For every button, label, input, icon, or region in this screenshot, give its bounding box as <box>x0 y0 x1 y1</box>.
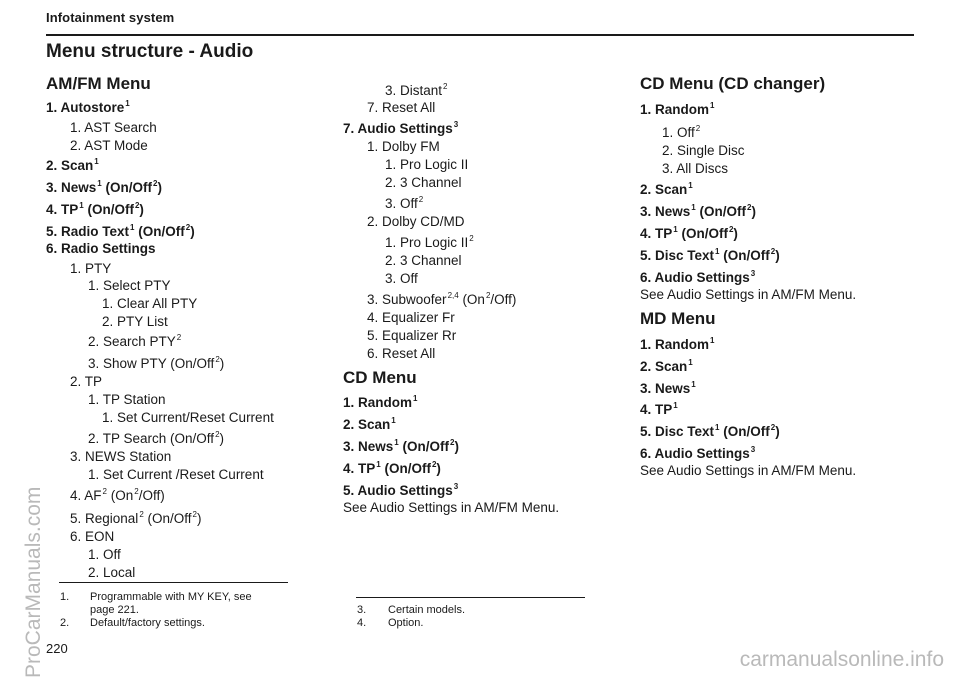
footnote-3-number: 3. <box>357 604 367 616</box>
md-news: 3. News$^1$ <box>640 380 696 396</box>
header-rule <box>46 34 914 36</box>
amfm-tp-2: 2. TP <box>70 374 103 389</box>
amfm-autostore: 1. Autostore$^1$ <box>46 99 130 115</box>
md-see-audio: See Audio Settings in AM/FM Menu. <box>640 463 857 478</box>
audio-settings-title: 7. Audio Settings$^3$ <box>343 120 459 136</box>
amfm-show-pty: 3. Show PTY (On/Off$^2$) <box>88 355 225 371</box>
footnote-rule-left <box>59 582 288 583</box>
audio-reset-all: 6. Reset All <box>367 346 436 361</box>
audio-eq-fr: 4. Equalizer Fr <box>367 310 455 325</box>
cdc-all-discs: 3. All Discs <box>662 161 729 176</box>
cdc-single-disc: 2. Single Disc <box>662 143 745 158</box>
audio-three-channel-b: 2. 3 Channel <box>385 253 462 268</box>
amfm-menu-title: AM/FM Menu <box>46 74 151 93</box>
amfm-clear-all-pty: 1. Clear All PTY <box>102 296 198 311</box>
amfm-tp-search: 2. TP Search (On/Off$^2$) <box>88 430 225 446</box>
amfm-select-pty: 1. Select PTY <box>88 278 171 293</box>
cdc-off: 1. Off$^2$ <box>662 124 701 140</box>
cdc-random: 1. Random$^1$ <box>640 101 715 117</box>
md-tp: 4. $TP^1$ <box>640 401 678 417</box>
audio-off-b: 3. Off <box>385 271 418 286</box>
md-scan: 2. Scan$^1$ <box>640 358 693 374</box>
audio-off: 3. Off$^2$ <box>385 195 424 211</box>
audio-dolby-cdmd: 2. Dolby CD/MD <box>367 214 465 229</box>
cd-scan: 2. Scan$^1$ <box>343 416 396 432</box>
md-audio-settings: 6. Audio Settings$^3$ <box>640 445 756 461</box>
watermark-bottom: carmanualsonline.info <box>739 648 944 671</box>
amfm-ast-mode: 2. AST Mode <box>70 138 148 153</box>
amfm-eon-local: 2. Local <box>88 565 136 580</box>
amfm-eon-off: 1. Off <box>88 547 121 562</box>
audio-three-channel: 2. 3 Channel <box>385 175 462 190</box>
cdc-scan: 2. Scan$^1$ <box>640 181 693 197</box>
page-number: 220 <box>46 641 68 656</box>
cd-see-audio: See Audio Settings in AM/FM Menu. <box>343 500 560 515</box>
amfm-distant: 3. Distant$^2$ <box>385 82 448 98</box>
footnote-2-text: Default/factory settings. <box>90 617 205 629</box>
watermark-left: ProCarManuals.com <box>22 486 45 678</box>
cdc-disc-text: 5. Disc Text$^1$ (On/Off$^2$) <box>640 247 780 263</box>
cdc-tp: 4. $TP^1$ (On/Off$^2$) <box>640 225 738 241</box>
cd-changer-title: CD Menu (CD changer) <box>640 74 826 93</box>
footnote-1-number: 1. <box>60 591 70 603</box>
cdc-news: 3. News$^1$ (On/Off$^2$) <box>640 203 756 219</box>
audio-eq-rr: 5. Equalizer Rr <box>367 328 457 343</box>
cd-audio-settings: 5. Audio Settings$^3$ <box>343 482 459 498</box>
amfm-news-station: 3. NEWS Station <box>70 449 172 464</box>
cd-menu-title: CD Menu <box>343 368 417 387</box>
cdc-audio-settings: 6. Audio Settings$^3$ <box>640 269 756 285</box>
footnote-4-text: Option. <box>388 617 424 629</box>
amfm-pty: 1. PTY <box>70 261 112 276</box>
amfm-news: 3. News$^1$ (On/Off$^2$) <box>46 179 162 195</box>
amfm-reset-all: 7. Reset All <box>367 100 436 115</box>
audio-dolby-fm: 1. Dolby FM <box>367 139 440 154</box>
amfm-ast-search: 1. AST Search <box>70 120 157 135</box>
page-heading: Menu structure - Audio <box>46 41 254 62</box>
amfm-regional: 5. Regional$^2$ (On/Off$^2$) <box>70 510 202 526</box>
amfm-eon: 6. EON <box>70 529 115 544</box>
amfm-af: 4. $AF^2$ (On$^2$/Off) <box>70 487 165 503</box>
audio-pro-logic-ii: 1. Pro Logic II <box>385 157 469 172</box>
amfm-radio-text: 5. Radio Text$^1$ (On/Off$^2$) <box>46 223 195 239</box>
cd-random: 1. Random$^1$ <box>343 394 418 410</box>
md-menu-title: MD Menu <box>640 309 716 328</box>
amfm-search-pty: 2. Search PTY$^2$ <box>88 333 182 349</box>
footnote-rule-middle <box>356 597 585 598</box>
header-title: Infotainment system <box>46 10 175 25</box>
footnote-4-number: 4. <box>357 617 367 629</box>
footnote-3-text: Certain models. <box>388 604 466 616</box>
md-disc-text: 5. Disc Text$^1$ (On/Off$^2$) <box>640 423 780 439</box>
amfm-set-current-reset: 1. Set Current /Reset Current <box>88 467 264 482</box>
audio-pro-logic-ii-b: 1. Pro Logic $II^2$ <box>385 234 474 250</box>
amfm-set-reset-current: 1. Set Current/Reset Current <box>102 410 274 425</box>
audio-subwoofer: 3. Subwoofer$^{2,4}$ (On$^2$/Off) <box>367 291 517 307</box>
cd-news: 3. News$^1$ (On/Off$^2$) <box>343 438 459 454</box>
amfm-radio-settings: 6. Radio Settings <box>46 241 156 256</box>
amfm-tp: 4. $TP^1$ (On/Off$^2$) <box>46 201 144 217</box>
amfm-scan: 2. Scan$^1$ <box>46 157 99 173</box>
md-random: 1. Random$^1$ <box>640 336 715 352</box>
cdc-see-audio: See Audio Settings in AM/FM Menu. <box>640 287 857 302</box>
footnote-2-number: 2. <box>60 617 70 629</box>
footnote-1-text-cont: page 221. <box>90 604 139 616</box>
footnote-1-text: Programmable with MY KEY, see <box>90 591 252 603</box>
amfm-pty-list: 2. PTY List <box>102 314 168 329</box>
cd-tp: 4. $TP^1$ (On/Off$^2$) <box>343 460 441 476</box>
amfm-tp-station: 1. TP Station <box>88 392 166 407</box>
